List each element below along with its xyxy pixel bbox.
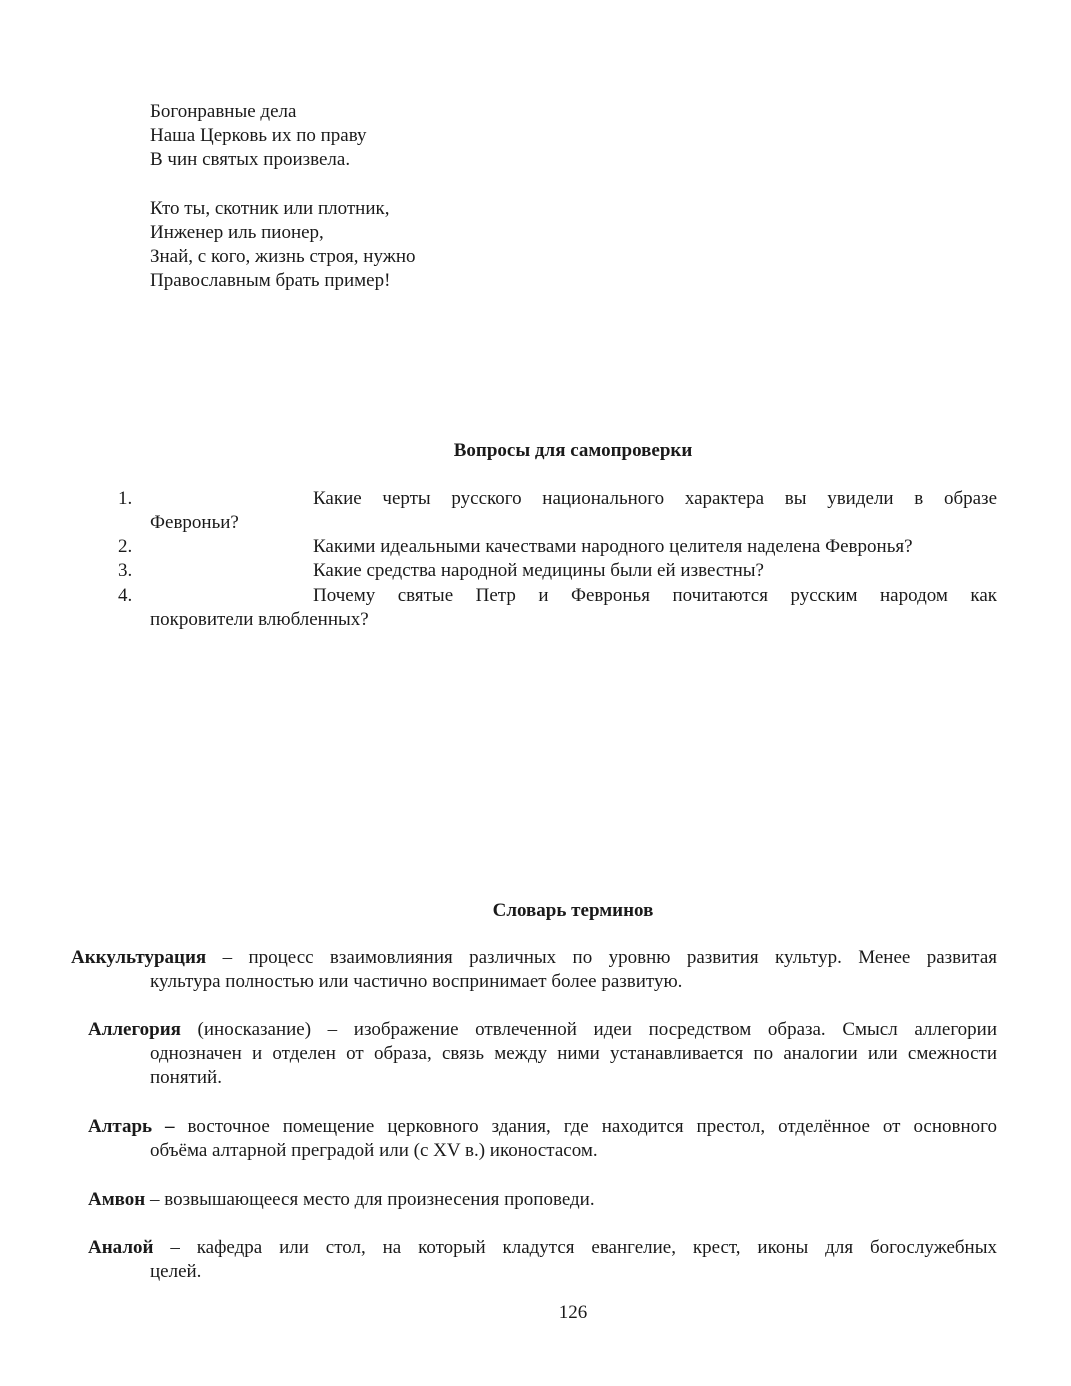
glossary-term: Аналой <box>88 1237 154 1258</box>
glossary-term: Аккультурация <box>71 947 207 968</box>
poem-line: Кто ты, скотник или плотник, <box>150 198 390 219</box>
glossary-term: Алтарь – <box>88 1116 175 1137</box>
glossary-definition-start: восточное помещение церковного здания, где находится престол, отделённое от основного <box>174 1116 997 1137</box>
glossary-entry-first-line <box>71 946 997 970</box>
glossary-definition-start: – кафедра или стол, на который кладутся евангелие, крест, иконы для богослужебных <box>153 1237 997 1258</box>
poem-line: Богонравные дела <box>150 101 297 122</box>
question-text: Почему святые Петр и Февронья почитаются русским народом как <box>313 585 997 606</box>
glossary-definition: объёма алтарной преградой или (с XV в.) иконостасом. <box>150 1140 598 1161</box>
poem-line: Знай, с кого, жизнь строя, нужно <box>150 246 416 267</box>
glossary-entry-first-line <box>88 1188 997 1212</box>
glossary-definition-start: – процесс взаимовлияния различных по уровню развития культур. Менее развитая <box>206 947 997 968</box>
glossary-definition-start: (иносказание) – изображение отвлеченной идеи посредством образа. Смысл аллегории <box>180 1019 997 1040</box>
glossary-entry <box>88 1188 997 1212</box>
page-number: 126 <box>558 1302 588 1323</box>
question-text: Какими идеальными качествами народного целителя наделена Февронья? <box>313 536 913 557</box>
poem-line: Православным брать пример! <box>150 270 391 291</box>
glossary-definition: однозначен и отделен от образа, связь между ними устанавливается по аналогии или смежности понятий. <box>150 1043 997 1088</box>
glossary-entry-first-line <box>88 1115 997 1139</box>
question-text: Какие средства народной медицины были ей известны? <box>313 560 764 581</box>
question-number: 1. <box>118 488 133 509</box>
glossary-entry <box>88 1018 997 1090</box>
question-text: Какие черты русского национального характера вы увидели в образе <box>313 488 997 509</box>
glossary-entry <box>88 1236 997 1284</box>
poem-line: Наша Церковь их по праву <box>150 125 367 146</box>
question-text-continued: покровители влюбленных? <box>150 609 369 630</box>
glossary-term: Аллегория <box>88 1019 181 1040</box>
glossary-entry-first-line <box>88 1018 997 1042</box>
question-number: 2. <box>118 536 133 557</box>
poem-line: В чин святых произвела. <box>150 149 351 170</box>
glossary-definition-start: – возвышающееся место для произнесения проповеди. <box>145 1189 595 1210</box>
glossary-definition: культура полностью или частично воспринимает более развитую. <box>150 971 683 992</box>
question-number: 4. <box>118 585 133 606</box>
glossary-entry <box>71 946 997 994</box>
question-text-continued: Февроньи? <box>150 512 239 533</box>
poem-line: Инженер иль пионер, <box>150 222 324 243</box>
glossary-entry <box>88 1115 997 1163</box>
glossary-entry-first-line <box>88 1236 997 1260</box>
glossary-definition: целей. <box>150 1261 202 1282</box>
glossary-term: Амвон <box>88 1189 146 1210</box>
question-number: 3. <box>118 560 133 581</box>
questions-heading: Вопросы для самопроверки <box>453 440 693 461</box>
glossary-heading: Словарь терминов <box>492 900 654 921</box>
